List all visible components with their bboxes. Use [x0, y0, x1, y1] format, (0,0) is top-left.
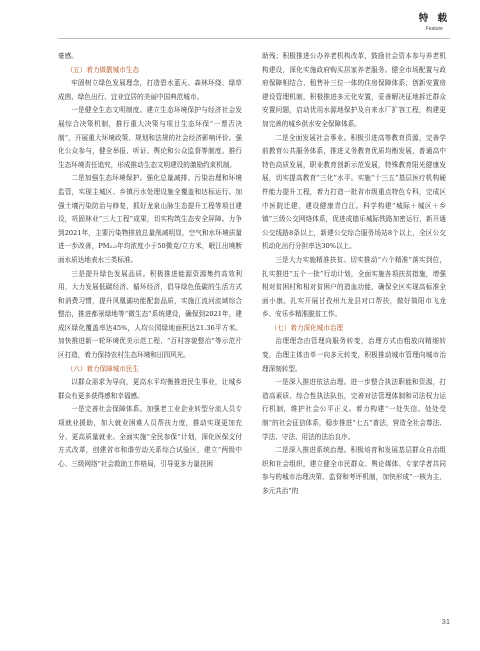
right-column [262, 50, 446, 499]
section-title: 特 载 [418, 13, 450, 24]
page-header [419, 14, 450, 32]
section-heading: （七）着力深化城市治理 [270, 323, 344, 332]
paragraph: 二是全面发展社会事业。积极引进高等教育资源，完善学前教育公共服务体系，推进义务教育优质均衡发展，普通高中特色高质发展，职业教育创新示范发展，特殊教育阳光健康发展，切实提高教育“三化”水平。实施“十三五”基层医疗机构硬件能力提升工程，着力打造一批省市级重点特色专科，完成区中医院迁建，建设健康青白江。科学构建“城际＋城区＋乡镇”三级公交网络体系，促进成德乐城际铁路加密运行，新开通公交线路8条以上，新建公交综合服务场站8个以上，全区公交机动化出行分担率达30%以上。 [262, 133, 446, 251]
paragraph: 豪感。 [58, 52, 78, 60]
page-number: 31 [441, 617, 450, 626]
paragraph: 二是加强生态环境保护。强化总量减排、污染治理和环境监管，实现主城区、乡镇污水处理设施全覆盖和达标运行。加强土壤污染防治与修复，抓好龙泉山脉生态提升工程等项目建设，巩固林业“三大工程”成果，切实构筑生态安全屏障。力争到2021年，主要污染物排放总量削减明显，空气和水环境质量进一步改善，PM₂.₅年均浓度小于50微克/立方米，岷江出境断面水质达地表水三类标准。 [58, 174, 242, 264]
section-heading: （五）着力做靓城市生态 [66, 65, 140, 74]
paragraph: 治理理念由管理向服务转变，治理方式由粗放向精细转变，治理主体由单一向多元转变，积极推动城市管理向城市治理深刻转型。 [262, 337, 446, 373]
paragraph: 三是大力实施精准扶贫。切实推动“六个精准”落实到位，扎实推进“五个一批”行动计划，全面实施各项扶贫措施，增强相对贫困村和相对贫困户的造血功能，确保全区实现高标准全面小康。扎实开展甘孜州九龙县对口帮扶，做好简阳市飞龙乡、安乐乡精准脱贫工作。 [262, 255, 446, 319]
paragraph: 一是健全生态文明制度。建立生态环境保护与经济社会发展综合决策机制，推行重大决策与项目生态环保“一票否决制”，开展重大环境政策、规划和法规的社会经济影响评价。强化公众参与，健全举报、听证、舆论和公众监督等制度。推行生态环境责任追究，形成推动生态文明建设的激励约束机制。 [58, 106, 242, 169]
section-subtitle: Feature [425, 25, 443, 32]
paragraph: 三是提升绿色发展品质。积极推进能源资源集约高效利用，大力发展低碳经济、循环经济，倡导绿色低碳的生活方式和消费习惯，提升风凰湖功能配套品质，实施江流河流域综合整治，推进都景绿地等“微生态”系统建设，确保到2021年，建成区绿化覆盖率达45%，人均公园绿地面积达21.36平方米。加快推进新一轮环境优美示范工程、“百村容貌整治”等示范片区打造，着力保持农村生态环境和田园风光。 [58, 269, 242, 360]
paragraph: 牢固树立绿色发展理念，打造碧水蓝天、森林环绕、绿草成茵、绿色出行、宜业宜居的美丽中国典范城市。 [58, 79, 242, 101]
section-heading: （六）着力保障城市民生 [66, 364, 140, 373]
paragraph: 一是完善社会保障体系。加强老工业企业转型分流人员专项就业援助，加大就业困难人员帮扶力度，推动实现更加充分、更高质量就业。全面实施“全民参保”计划，深化医保支付方式改革，创建省市和谐劳动关系综合试验区，建立“两级中心、三级网络”社会救助工作格局，引导更多力量扶困 [58, 405, 242, 468]
paragraph: 一是深入推进依法治理。进一步整合执法职能和资源，打造高素质、综合性执法队伍，完善对法管理体制和司法权力运行机制，维护社会公平正义。着力构建“一处失信、处处受制”的社会征信体系，稳步推进“七五”普法，营造全社会尊法、学法、守法、用法的法治良序。 [262, 378, 446, 441]
left-column [58, 50, 242, 471]
header-divider [58, 38, 450, 39]
paragraph: 以群众需求为导向，更高水平均衡推进民生事业，让城乡群众有更多获得感和幸福感。 [58, 378, 242, 400]
paragraph: 二是深入推进系统治理。积极培育和发展基层群众自治组织和社会组织，建立健全市民群众、舆论媒体、专家学者共同参与的城市治理决策、监督和考评机制，加快形成“一核为主、多元共治”的 [262, 446, 446, 495]
paragraph: 助残；积极推进公办养老机构改革，鼓励社会资本参与养老机构建设，深化实施政府购买居家养老服务。健全市场配置与政府保障相结合、租售补三位一体的住房保障体系；创新安置房建设管理机制，积极推进多元化安置，妥善解决征地拆迁群众安置问题，启动优用水源地保护及自来水厂扩容工程，构建更加完善的城乡供水安全保障体系。 [262, 52, 446, 128]
